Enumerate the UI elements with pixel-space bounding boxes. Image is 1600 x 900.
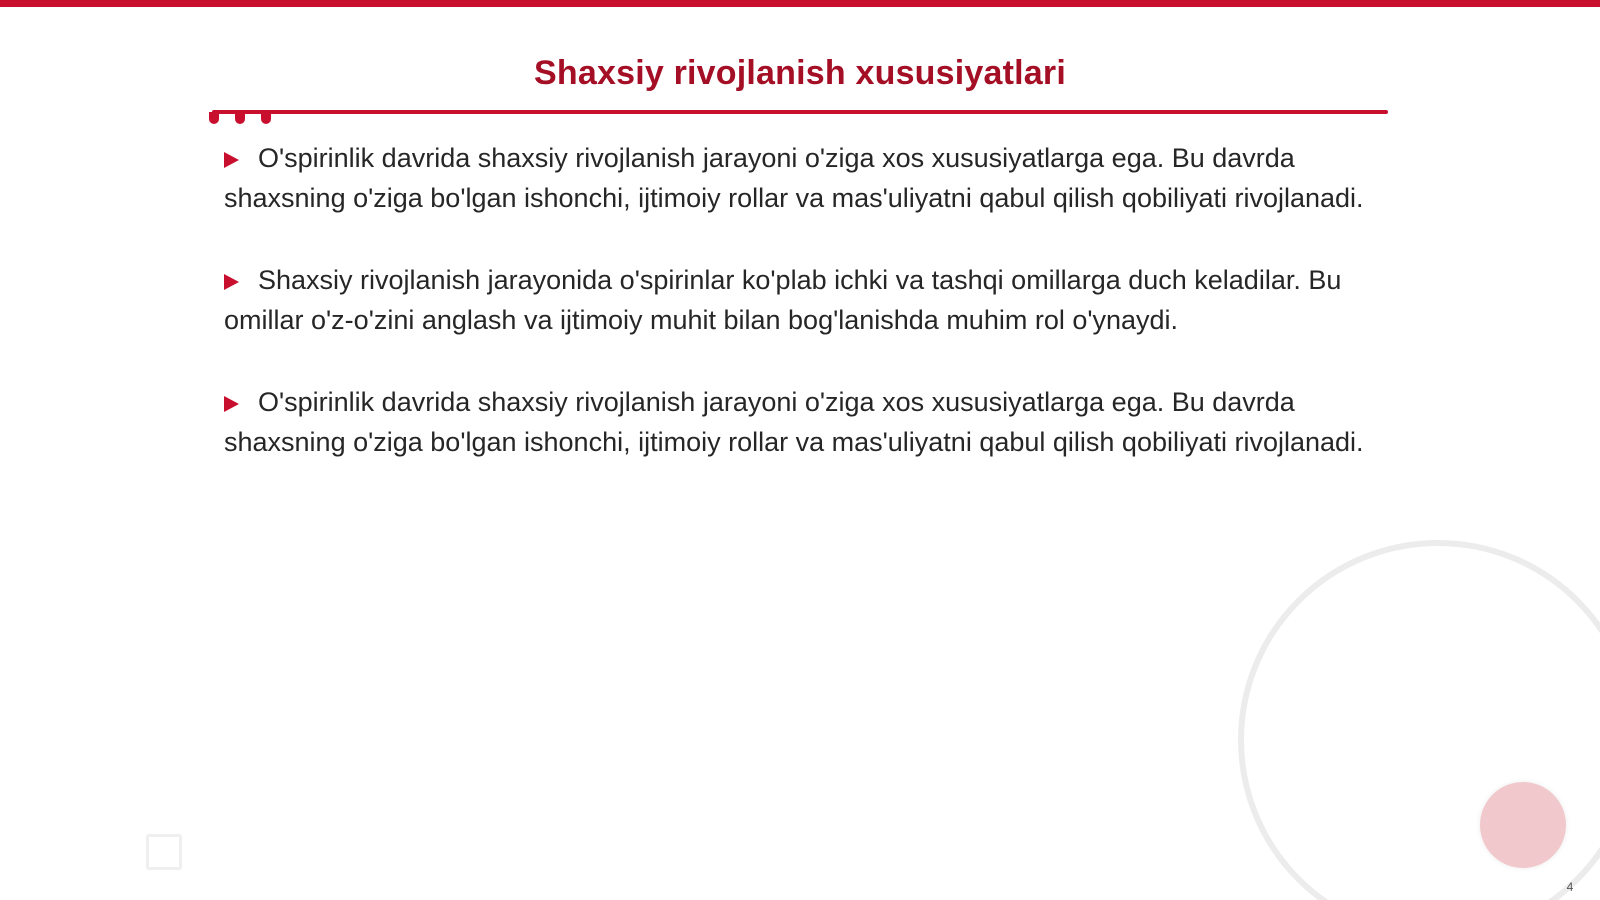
bullet-item bbox=[224, 138, 1384, 218]
bullet-text: O'spirinlik davrida shaxsiy rivojlanish jarayoni o'ziga xos xususiyatlarga ega. Bu davrda shaxsning o'ziga bo'lgan ishonchi, ijtimoiy rollar va mas'uliyatni qabul qilish qobiliyati rivojlanadi. bbox=[224, 143, 1364, 213]
decor-dot bbox=[261, 112, 271, 124]
decorative-circle bbox=[1480, 782, 1566, 868]
bullet-item bbox=[224, 382, 1384, 462]
page-number: 4 bbox=[1566, 880, 1574, 894]
bullet-list bbox=[224, 138, 1384, 504]
decor-dot bbox=[209, 112, 219, 124]
triangle-right-icon bbox=[224, 396, 239, 412]
bullet-text: Shaxsiy rivojlanish jarayonida o'spirinlar ko'plab ichki va tashqi omillarga duch keladilar. Bu omillar o'z-o'zini anglash va ijtimoiy muhit bilan bog'lanishda muhim rol o'ynaydi. bbox=[224, 265, 1342, 335]
decorative-square bbox=[146, 834, 182, 870]
triangle-right-icon bbox=[224, 274, 239, 290]
title-underline bbox=[212, 110, 1388, 114]
top-accent-bar bbox=[0, 0, 1600, 7]
triangle-right-icon bbox=[224, 152, 239, 168]
slide-title: Shaxsiy rivojlanish xususiyatlari bbox=[534, 54, 1066, 92]
bullet-item bbox=[224, 260, 1384, 340]
bullet-text: O'spirinlik davrida shaxsiy rivojlanish jarayoni o'ziga xos xususiyatlarga ega. Bu davrda shaxsning o'ziga bo'lgan ishonchi, ijtimoiy rollar va mas'uliyatni qabul qilish qobiliyati rivojlanadi. bbox=[224, 387, 1364, 457]
decor-dot bbox=[235, 112, 245, 124]
